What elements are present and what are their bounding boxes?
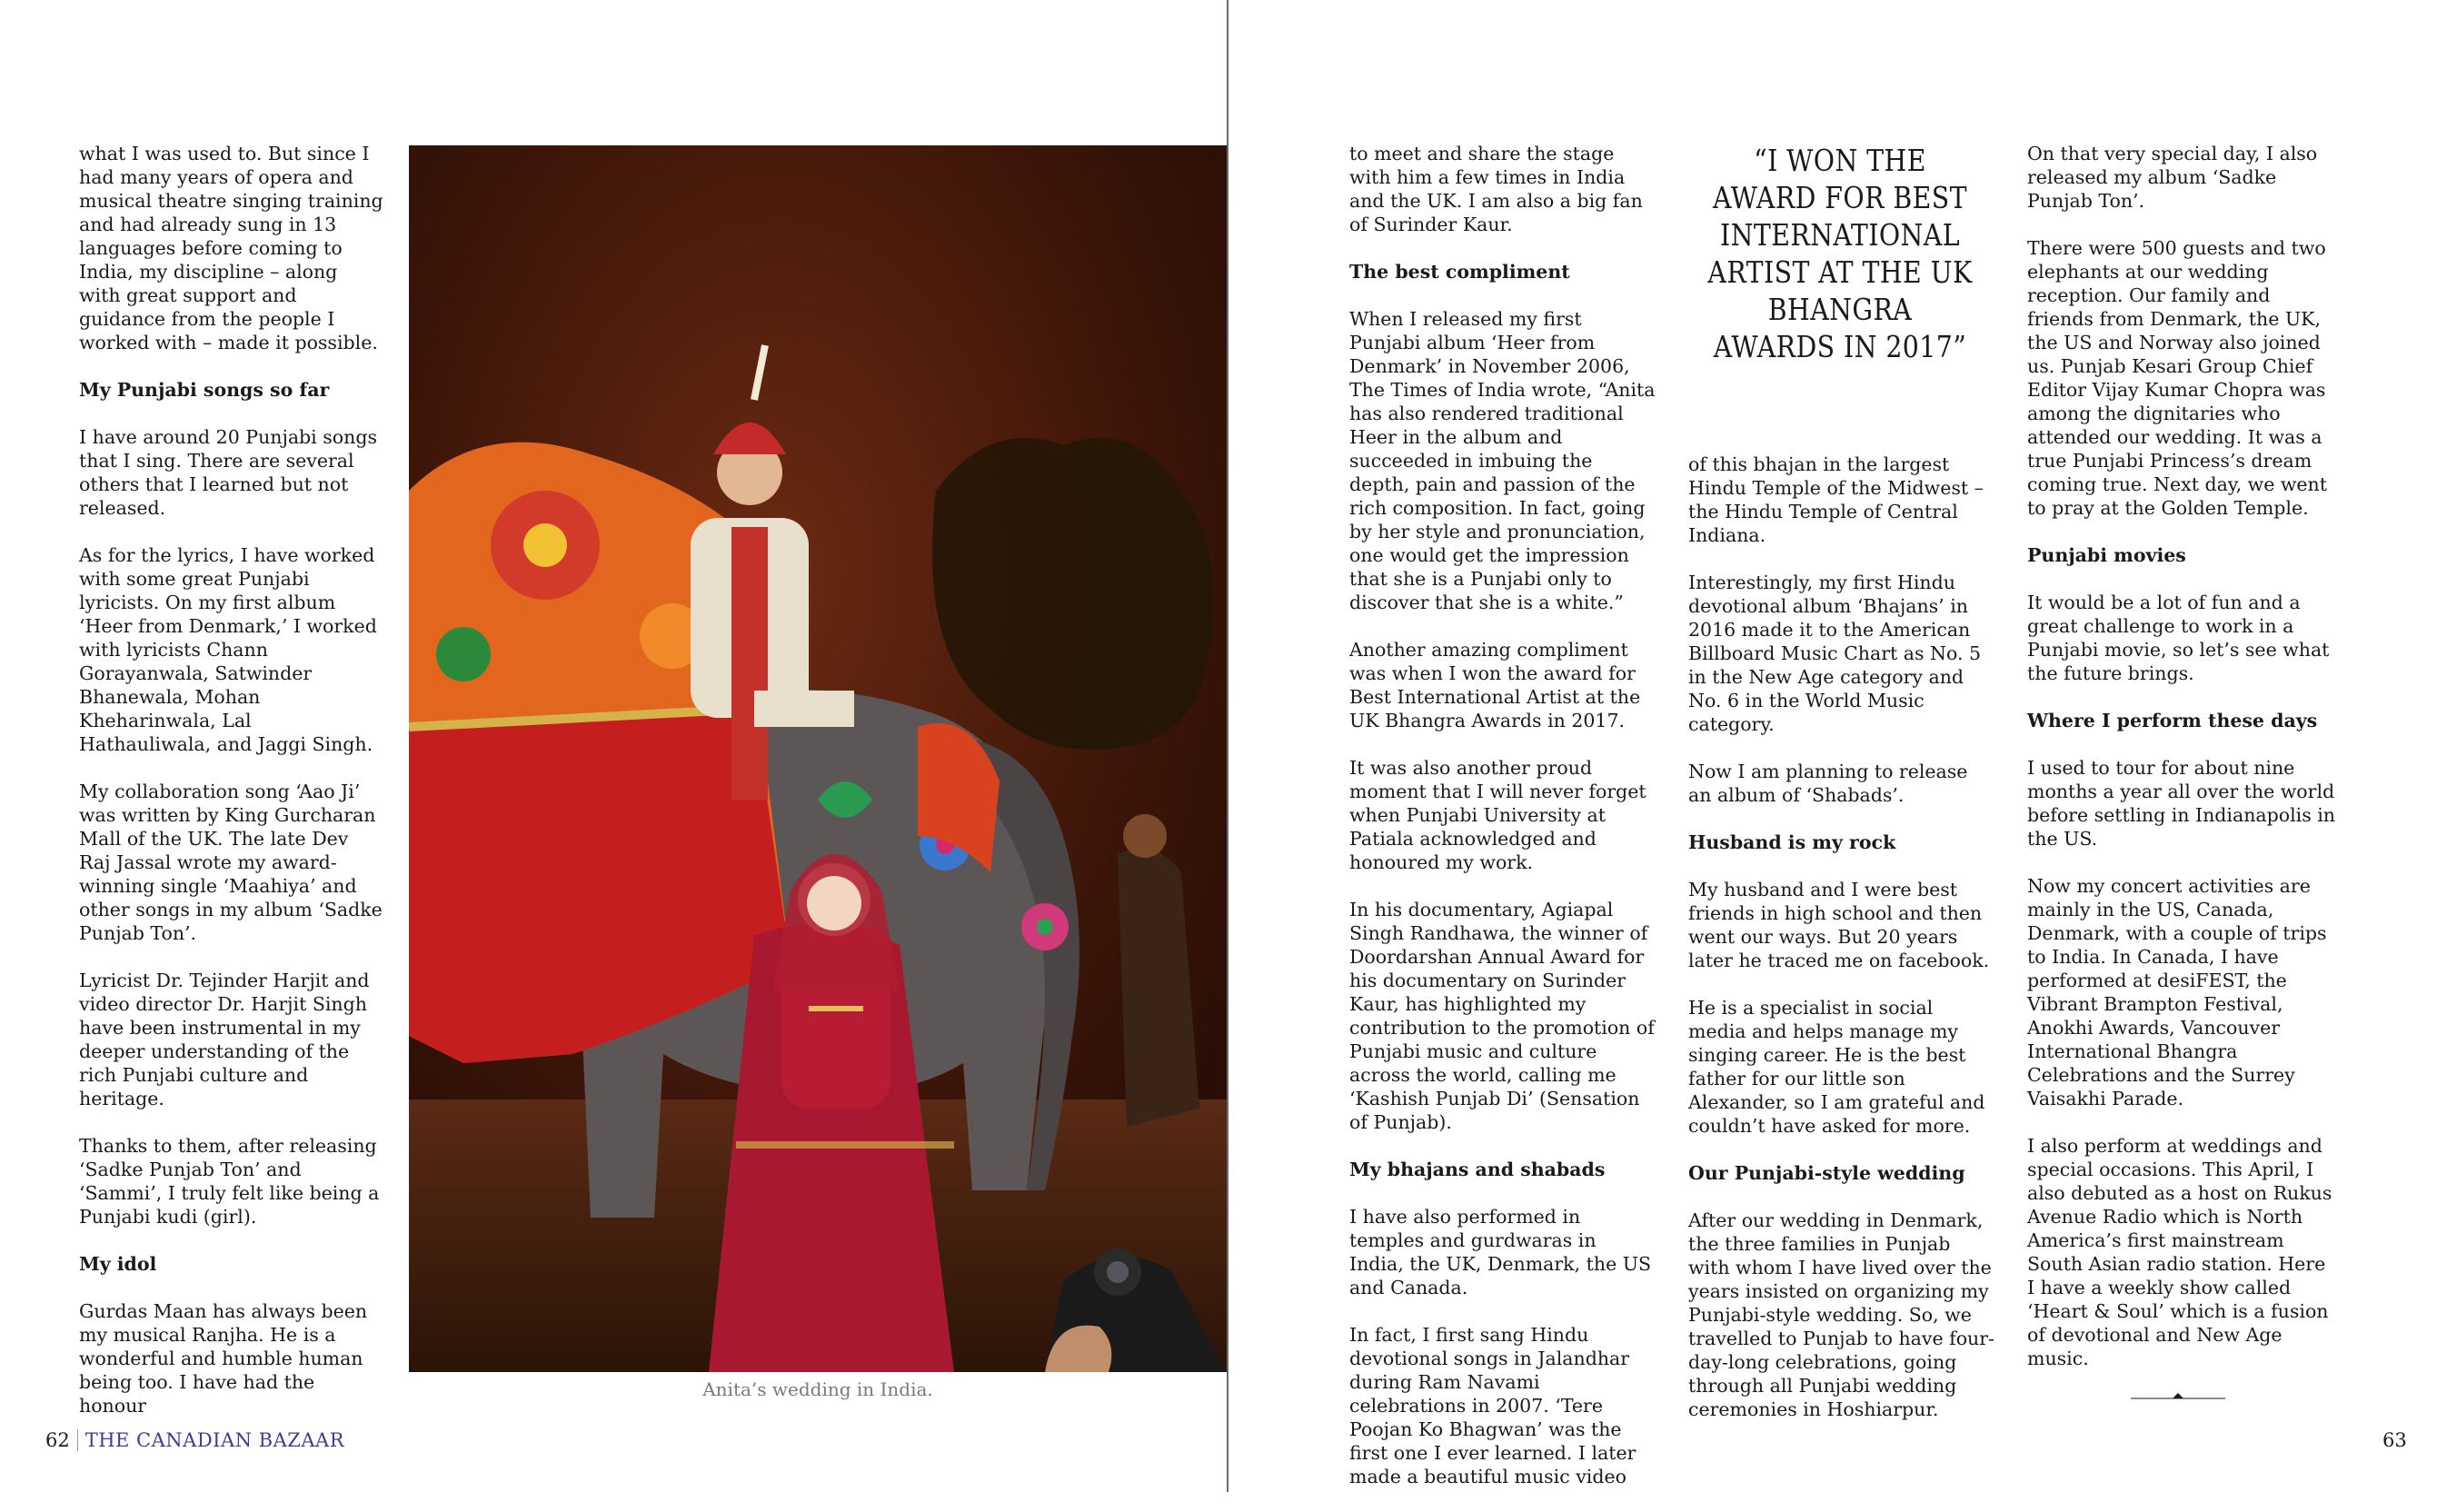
body-paragraph: In his documentary, Agiapal Singh Randhawa, the winner of Doordarshan Annual Award for his documentary on Surinder Kaur, has highlighted my contribution to the promotion of Punjabi music and culture across the world, calling me ‘Kashish Punjab Di’ (Sensation of Punjab). [1349, 899, 1655, 1133]
section-heading: Our Punjabi-style wedding [1688, 1162, 1965, 1184]
body-paragraph: Now my concert activities are mainly in the US, Canada, Denmark, with a couple of trips to India. In Canada, I have performed at desiFEST, the Vibrant Brampton Festival, Anokhi Awards, Vancouver International Bhangra Celebrations and the Surrey Vaisakhi Parade. [2027, 875, 2327, 1109]
section-heading: Husband is my rock [1688, 831, 1896, 853]
body-paragraph: It was also another proud moment that I will never forget when Punjabi University at Patiala acknowledged and honoured my work. [1349, 757, 1646, 873]
photo-caption: Anita’s wedding in India. [702, 1378, 933, 1400]
body-paragraph: There were 500 guests and two elephants at our wedding reception. Our family and friends from Denmark, the UK, the US and Norway also joined us. Punjab Kesari Group Chief Editor Vijay Kumar Chopra was among the dignitaries who attended our wedding. It was a true Punjabi Princess’s dream coming true. Next day, we went to pray at the Golden Temple. [2027, 237, 2328, 519]
body-paragraph: to meet and share the stage with him a few times in India and the UK. I am also a big fan of Surinder Kaur. [1349, 143, 1643, 235]
body-paragraph: Now I am planning to release an album of ‘Shabads’. [1688, 761, 1968, 806]
end-of-article-mark [2131, 1392, 2225, 1399]
body-paragraph: I have around 20 Punjabi songs that I sing. There are several others that I learned but not released. [79, 426, 377, 519]
body-paragraph: In fact, I first sang Hindu devotional songs in Jalandhar during Ram Navami celebrations in 2007. ‘Tere Poojan Ko Bhagwan’ was the first one I ever learned. I later made a beautiful music video [1349, 1324, 1636, 1487]
body-paragraph: He is a specialist in social media and helps manage my singing career. He is the best father for our little son Alexander, so I am grateful and couldn’t have asked for more. [1688, 997, 1985, 1137]
section-heading: My bhajans and shabads [1349, 1159, 1606, 1180]
section-heading: Where I perform these days [2027, 710, 2318, 731]
pull-quote: “I WON THE AWARD FOR BEST INTERNATIONAL ARTIST AT THE UK BHANGRA AWARDS IN 2017” [1707, 143, 1973, 364]
body-paragraph: Interestingly, my first Hindu devotional album ‘Bhajans’ in 2016 made it to the American Billboard Music Chart as No. 5 in the New Age category and No. 6 in the World Music category. [1688, 572, 1982, 735]
left-column-1 [79, 142, 383, 1441]
body-paragraph: When I released my first Punjabi album ‘Heer from Denmark’ in November 2006, The Times of India wrote, “Anita has also rendered traditional Heer in the album and succeeded in imbuing the depth, pain and passion of the rich composition. In fact, going by her style and pronunciation, one would get the impression that she is a Punjabi only to discover that she is a white.” [1349, 308, 1656, 613]
body-paragraph: Another amazing compliment was when I won the award for Best International Artist at the UK Bhangra Awards in 2017. [1349, 639, 1641, 731]
section-heading: My idol [79, 1253, 157, 1275]
body-paragraph: On that very special day, I also released my album ‘Sadke Punjab Ton’. [2027, 143, 2318, 212]
right-column-1 [1349, 142, 1656, 1512]
body-paragraph: Lyricist Dr. Tejinder Harjit and video director Dr. Harjit Singh have been instrumental in my deeper understanding of the rich Punjabi culture and heritage. [79, 970, 370, 1109]
section-heading: My Punjabi songs so far [79, 379, 330, 401]
body-paragraph: I used to tour for about nine months a year all over the world before settling in Indianapolis in the US. [2027, 757, 2335, 850]
body-paragraph: I also perform at weddings and special occasions. This April, I also debuted as a host on Rukus Avenue Radio which is North America’s first mainstream South Asian radio station. Here I have a weekly show called ‘Heart & Soul’ which is a fusion of devotional and New Age music. [2027, 1135, 2333, 1369]
body-paragraph: Gurdas Maan has always been my musical Ranjha. He is a wonderful and humble human being too. I have had the honour [79, 1300, 368, 1417]
body-paragraph: Thanks to them, after releasing ‘Sadke Punjab Ton’ and ‘Sammi’, I truly felt like being a Punjabi kudi (girl). [79, 1135, 380, 1228]
left-folio [45, 1429, 344, 1451]
body-paragraph: It would be a lot of fun and a great challenge to work in a Punjabi movie, so let’s see what the future brings. [2027, 592, 2330, 684]
section-heading: The best compliment [1349, 261, 1570, 283]
body-paragraph: My husband and I were best friends in high school and then went our ways. But 20 years later he traced me on facebook. [1688, 879, 1990, 971]
body-paragraph: I have also performed in temples and gurdwaras in India, the UK, Denmark, the US and Canada. [1349, 1206, 1652, 1298]
section-heading: Punjabi movies [2027, 544, 2186, 566]
body-paragraph: After our wedding in Denmark, the three families in Punjab with whom I have lived over the years insisted on organizing my Punjabi-style wedding. So, we travelled to Punjab to have four-day-long celebrations, going through all Punjabi wedding ceremonies in Hoshiarpur. [1688, 1209, 1994, 1420]
page-number-left: 62 [45, 1429, 78, 1451]
right-column-2 [1688, 453, 1995, 1445]
publication-name: THE CANADIAN BAZAAR [85, 1429, 345, 1451]
body-paragraph: As for the lyrics, I have worked with some great Punjabi lyricists. On my first album ‘Heer from Denmark,’ I worked with lyricists Chann Gorayanwala, Satwinder Bhanewala, Mohan Kheharinwala, Lal Hathauliwala, and Jaggi Singh. [79, 544, 377, 755]
spread-divider [1227, 0, 1228, 1492]
body-paragraph: what I was used to. But since I had many years of opera and musical theatre singing training and had already sung in 13 languages before coming to India, my discipline – along with great support and guidance from the people I worked with – made it possible. [79, 143, 383, 353]
page-number-right: 63 [2382, 1429, 2407, 1451]
body-paragraph: of this bhajan in the largest Hindu Temple of the Midwest – the Hindu Temple of Central Indiana. [1688, 453, 1984, 546]
right-column-3 [2027, 142, 2336, 1394]
body-paragraph: My collaboration song ‘Aao Ji’ was written by King Gurcharan Mall of the UK. The late Dev Raj Jassal wrote my award-winning single ‘Maahiya’ and other songs in my album ‘Sadke Punjab Ton’. [79, 781, 383, 944]
right-folio [2382, 1429, 2407, 1451]
wedding-photo [409, 145, 1227, 1372]
